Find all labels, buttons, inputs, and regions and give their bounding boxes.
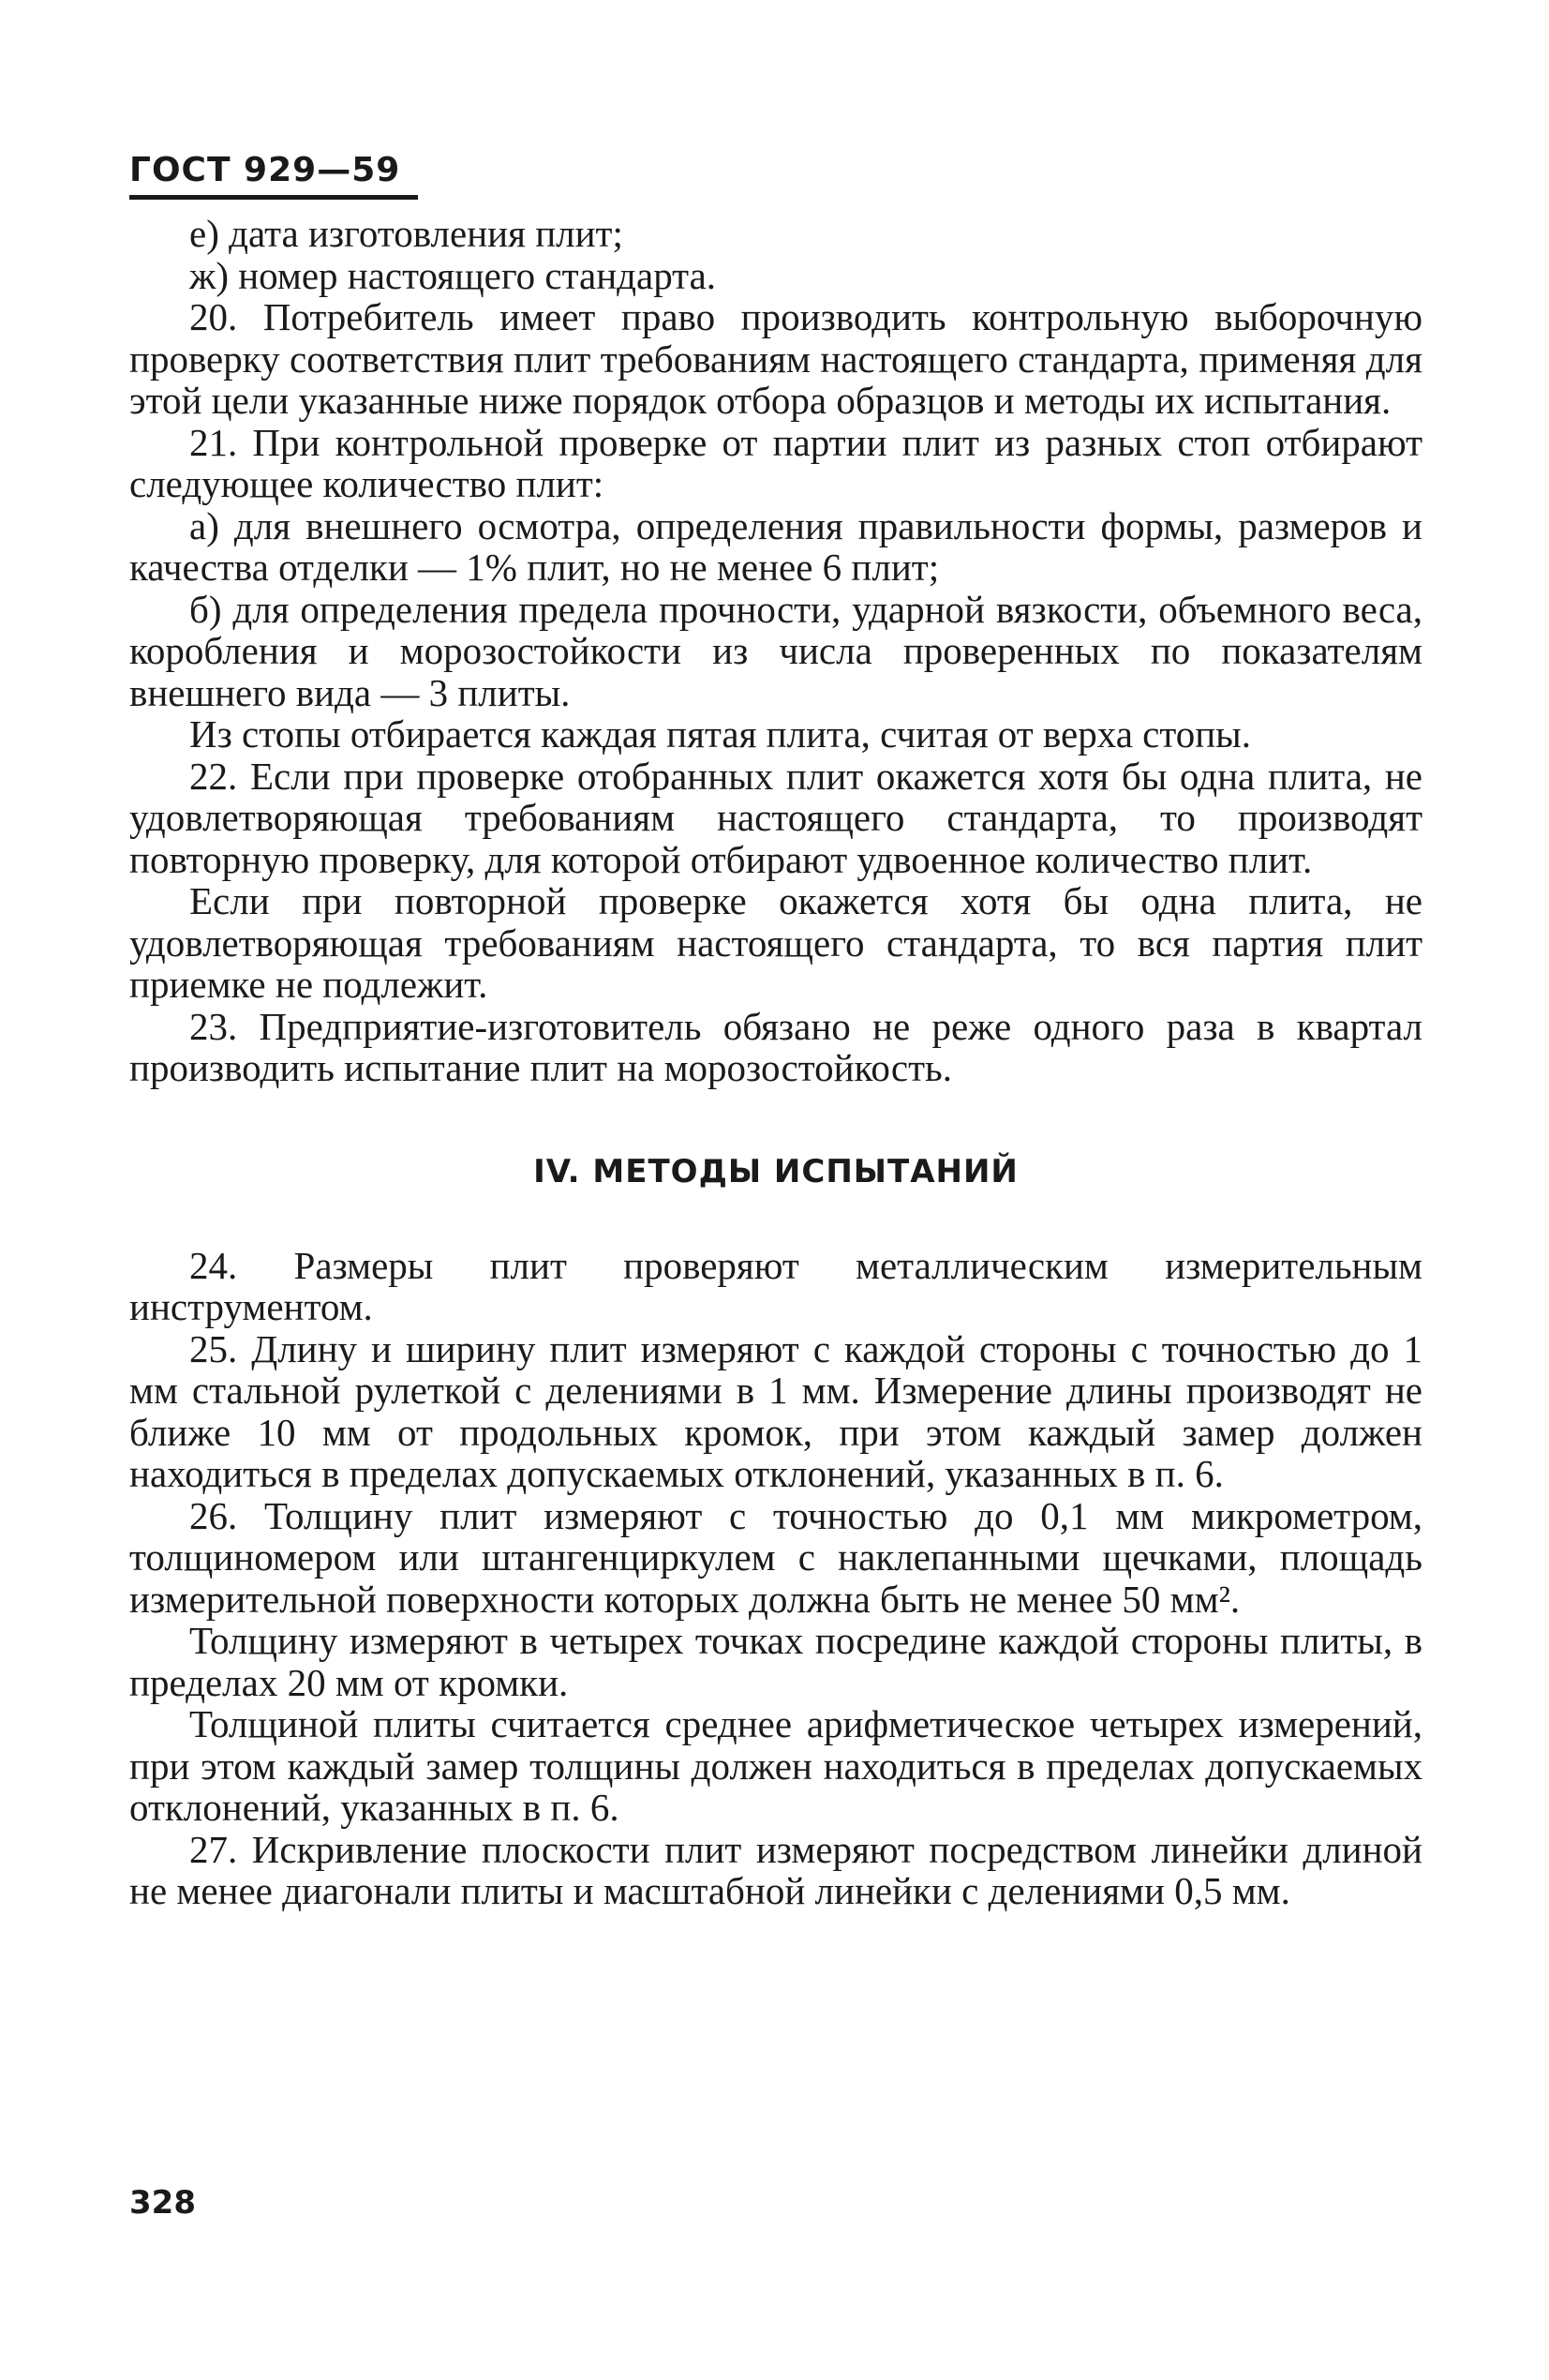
paragraph: Толщиной плиты считается среднее арифметическое четырех измерений, при этом каждый замер толщины должен находиться в пределах допускаемых отклонений, указанных в п. 6. (129, 1702, 1422, 1829)
text-block-2 (129, 1245, 1422, 1912)
text-block-1 (129, 213, 1422, 1089)
paragraph: 20. Потребитель имеет право производить контрольную выборочную проверку соответствия плит требованиям настоящего стандарта, применяя для этой цели указанные ниже порядок отбора образцов и методы их испытания. (129, 295, 1422, 422)
paragraph: а) для внешнего осмотра, определения правильности формы, размеров и качества отделки — 1% плит, но не менее 6 плит; (129, 503, 1422, 589)
paragraph: 22. Если при проверке отобранных плит окажется хотя бы одна плита, не удовлетворяющая требованиям настоящего стандарта, то производят повторную проверку, для которой отбирают удвоенное количество плит. (129, 754, 1422, 881)
page-number: 328 (129, 2184, 196, 2222)
paragraph: 24. Размеры плит проверяют металлическим измерительным инструментом. (129, 1243, 1422, 1328)
paragraph: Если при повторной проверке окажется хотя бы одна плита, не удовлетворяющая требованиям настоящего стандарта, то вся партия плит приемке не подлежит. (129, 879, 1422, 1006)
paragraph: Из стопы отбирается каждая пятая плита, считая от верха стопы. (189, 712, 1251, 756)
paragraph: 23. Предприятие-изготовитель обязано не реже одного раза в квартал производить испытание плит на морозостойкость. (129, 1004, 1422, 1089)
paragraph: 25. Длину и ширину плит измеряют с каждой стороны с точностью до 1 мм стальной рулеткой с делениями в 1 мм. Измерение длины производят не ближе 10 мм от продольных кромок, при этом каждый замер должен находиться в пределах допускаемых отклонений, указанных в п. 6. (129, 1326, 1422, 1495)
paragraph: б) для определения предела прочности, ударной вязкости, объемного веса, коробления и морозостойкости из числа проверенных по показателям внешнего вида — 3 плиты. (129, 587, 1422, 714)
paragraph: е) дата изготовления плит; (189, 212, 623, 255)
paragraph: 27. Искривление плоскости плит измеряют посредством линейки длиной не менее диагонали плиты и масштабной линейки с делениями 0,5 мм. (129, 1827, 1422, 1912)
paragraph: 21. При контрольной проверке от партии плит из разных стоп отбирают следующее количество плит: (129, 420, 1422, 505)
paragraph: 26. Толщину плит измеряют с точностью до 0,1 мм микрометром, толщиномером или штангенциркулем с наклепанными щечками, площадь измерительной поверхности которых должна быть не менее 50 мм². (129, 1493, 1422, 1621)
section-heading: IV. МЕТОДЫ ИСПЫТАНИЙ (533, 1152, 1019, 1190)
paragraph: ж) номер настоящего стандарта. (189, 253, 717, 297)
running-head-rule (129, 195, 418, 200)
page-content (129, 150, 1422, 1912)
running-head: ГОСТ 929—59 (129, 151, 401, 189)
paragraph: Толщину измеряют в четырех точках посредине каждой стороны плиты, в пределах 20 мм от кромки. (129, 1619, 1422, 1704)
